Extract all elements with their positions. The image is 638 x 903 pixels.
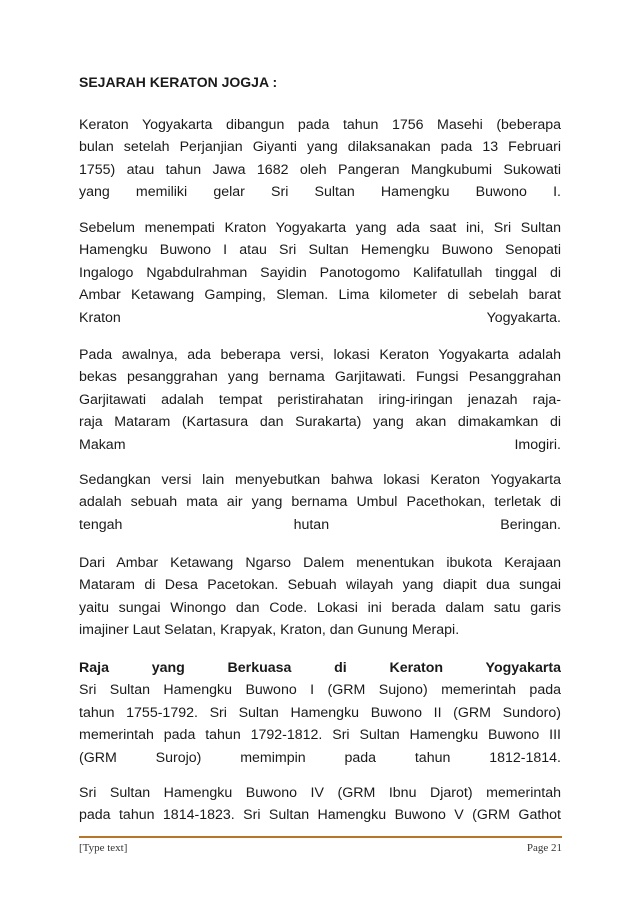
text-line: tahun 1755-1792. Sri Sultan Hamengku Buwono II (GRM Sundoro) bbox=[79, 704, 561, 721]
text-line: tengah hutan Beringan. bbox=[79, 516, 561, 533]
paragraph-5 bbox=[79, 552, 561, 642]
text-line: Keraton Yogyakarta dibangun pada tahun 1756 Masehi (beberapa bbox=[79, 117, 561, 133]
text-line: Ingalogo Ngabdulrahman Sayidin Panotogomo Kalifatullah tinggal di bbox=[79, 264, 561, 281]
text-line: Garjitawati adalah tempat peristirahatan iring-iringan jenazah raja- bbox=[79, 391, 561, 408]
text-line: memerintah pada tahun 1792-1812. Sri Sultan Hamengku Buwono III bbox=[79, 727, 561, 744]
text-line: Ambar Ketawang Gamping, Sleman. Lima kilometer di sebelah barat bbox=[79, 287, 561, 304]
text-line: 1755) atau tahun Jawa 1682 oleh Pangeran Mangkubumi Sukowati bbox=[79, 161, 561, 178]
paragraph-2 bbox=[79, 217, 561, 329]
text-line: Mataram di Desa Pacetokan. Sebuah wilayah yang diapit dua sungai bbox=[79, 577, 561, 594]
text-line: pada tahun 1814-1823. Sri Sultan Hamengku Buwono V (GRM Gathot bbox=[79, 807, 561, 824]
page-number: Page 21 bbox=[526, 842, 562, 854]
text-line: (GRM Surojo) memimpin pada tahun 1812-1814. bbox=[79, 749, 561, 766]
paragraph-7 bbox=[79, 782, 561, 827]
footer-placeholder-text: [Type text] bbox=[79, 842, 128, 854]
text-line: Sri Sultan Hamengku Buwono I (GRM Sujono) memerintah pada bbox=[79, 682, 561, 699]
footer-divider bbox=[79, 836, 562, 838]
paragraph-1 bbox=[79, 114, 561, 204]
text-line: imajiner Laut Selatan, Krapyak, Kraton, dan Gunung Merapi. bbox=[79, 622, 460, 639]
text-line: yaitu sungai Winongo dan Code. Lokasi ini berada dalam satu garis bbox=[79, 599, 561, 616]
section-heading: Raja yang Berkuasa di Keraton Yogyakarta bbox=[79, 660, 561, 676]
text-line: Sri Sultan Hamengku Buwono IV (GRM Ibnu Djarot) memerintah bbox=[79, 785, 561, 801]
text-line: Dari Ambar Ketawang Ngarso Dalem menentukan ibukota Kerajaan bbox=[79, 555, 561, 571]
paragraph-4 bbox=[79, 469, 561, 536]
text-line: raja Mataram (Kartasura dan Surakarta) yang akan dimakamkan di bbox=[79, 414, 561, 431]
text-line: Sedangkan versi lain menyebutkan bahwa lokasi Keraton Yogyakarta bbox=[79, 472, 561, 488]
text-line: Makam Imogiri. bbox=[79, 436, 561, 453]
text-line: adalah sebuah mata air yang bernama Umbul Pacethokan, terletak di bbox=[79, 494, 561, 511]
text-line: Kraton Yogyakarta. bbox=[79, 309, 561, 326]
text-line: bekas pesanggrahan yang bernama Garjitawati. Fungsi Pesanggrahan bbox=[79, 369, 561, 386]
document-title: SEJARAH KERATON JOGJA : bbox=[79, 74, 278, 90]
text-line: Sebelum menempati Kraton Yogyakarta yang ada saat ini, Sri Sultan bbox=[79, 220, 561, 236]
text-line: Pada awalnya, ada beberapa versi, lokasi Keraton Yogyakarta adalah bbox=[79, 347, 561, 363]
text-line: yang memiliki gelar Sri Sultan Hamengku Buwono I. bbox=[79, 184, 561, 201]
paragraph-6 bbox=[79, 657, 561, 769]
text-line: Hamengku Buwono I atau Sri Sultan Hemengku Buwono Senopati bbox=[79, 242, 561, 259]
paragraph-3 bbox=[79, 344, 561, 456]
text-line: bulan setelah Perjanjian Giyanti yang dilaksanakan pada 13 Februari bbox=[79, 139, 561, 156]
